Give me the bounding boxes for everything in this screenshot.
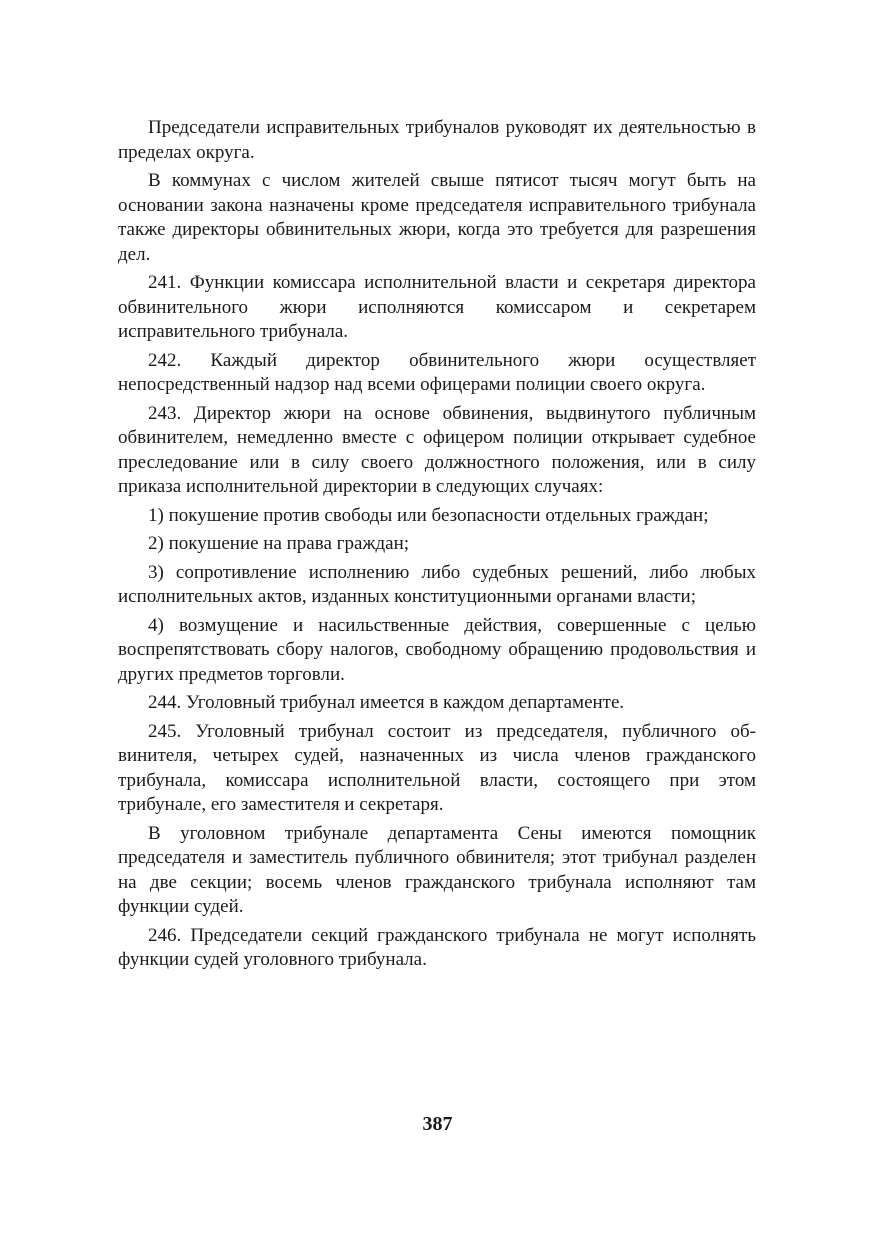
- paragraph-communes: В коммунах с числом жителей свыше пятисот тысяч могут быть на основании закона назначены кроме председателя исправительного трибунала также директоры обвинительных жюри, когда это требуется для разрешения дел.: [118, 170, 756, 265]
- list-item-4: 4) возмущение и насильственные действия, совершенные с целью воспрепятствовать сбору налогов, свободному обращению продовольствия и других предметов торговли.: [118, 614, 756, 685]
- list-item-3: 3) сопротивление исполнению либо судебных решений, либо любых исполнительных актов, изданных конституционными органами власти;: [118, 561, 756, 607]
- paragraph-article-246: 246. Председатели секций гражданского трибунала не могут исполнять функции судей уголовного трибунала.: [118, 924, 756, 970]
- paragraph-presidents-correctional: Председатели исправительных трибуналов руководят их деятельностью в пределах округа.: [118, 117, 756, 163]
- body-text: [118, 116, 756, 977]
- paragraph-article-245: 245. Уголовный трибунал состоит из председателя, публичного обвинителя, четырех судей, назначенных из числа членов гражданского трибунала, комиссара исполнительной власти, состоящего при этом трибунале, его заместителя и секретаря.: [118, 720, 756, 815]
- list-item-2: 2) покушение на права граждан;: [148, 533, 410, 554]
- paragraph-article-244: 244. Уголовный трибунал имеется в каждом департаменте.: [148, 692, 625, 713]
- paragraph-article-243: 243. Директор жюри на основе обвинения, выдвинутого публичным обвинителем, немедленно вместе с офицером полиции открывает судебное преследование или в силу своего должностного положения, или в силу приказа исполнительной директории в следующих случаях:: [118, 402, 756, 497]
- paragraph-article-241: 241. Функции комиссара исполнительной власти и секретаря директора обвинительного жюри исполняются комиссаром и секретарем исправительного трибунала.: [118, 272, 756, 342]
- paragraph-article-242: 242. Каждый директор обвинительного жюри осуществляет непосредственный надзор над всеми офицерами полиции своего округа.: [118, 349, 756, 395]
- list-item-1: 1) покушение против свободы или безопасности отдельных граждан;: [148, 504, 709, 526]
- paragraph-seine-tribunal: В уголовном трибунале департамента Сены имеются помощник председателя и заместитель публичного обвинителя; этот трибунал разделен на две секции; восемь членов гражданского трибунала исполняют там функции судей.: [118, 822, 756, 917]
- page-number: 387: [422, 1113, 453, 1135]
